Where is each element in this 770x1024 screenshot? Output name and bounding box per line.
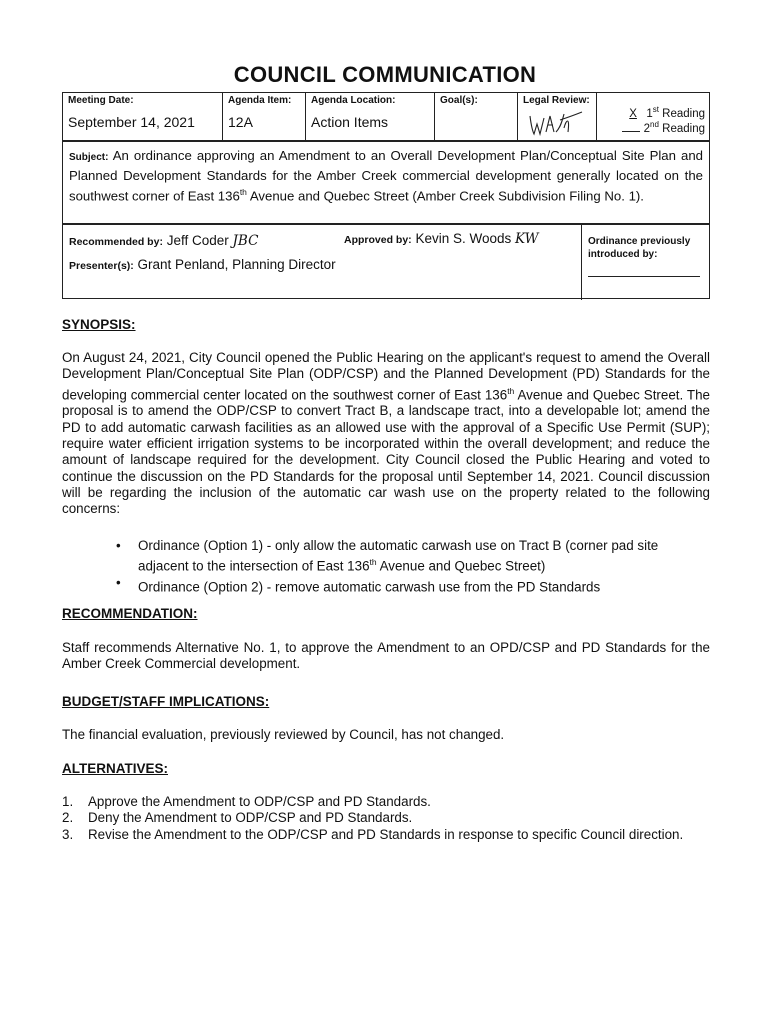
ordinance-previously-label: Ordinance previously introduced by: — [588, 236, 691, 260]
list-item — [62, 794, 710, 810]
recommendation-heading: RECOMMENDATION: — [62, 606, 198, 621]
second-reading-row — [622, 120, 705, 135]
list-item — [116, 575, 710, 596]
subject-body-a: An ordinance approving an Amendment to an Overall Development Plan/Conceptual Site Plan and Planned Development Standards for the Amber Creek commercial development generally located on the southwest corner of East 136 — [69, 148, 703, 204]
subject-label: Subject: — [69, 152, 109, 163]
meeting-date-label: Meeting Date: — [68, 95, 134, 106]
meeting-date-cell — [63, 93, 223, 142]
presenter-label: Presenter(s): — [69, 260, 134, 272]
bullet-sup: th — [369, 557, 377, 568]
goals-label: Goal(s): — [440, 95, 478, 106]
subject-sup: th — [239, 187, 247, 197]
synopsis-paragraph — [62, 350, 710, 517]
list-number: 3. — [62, 826, 74, 842]
list-number: 2. — [62, 810, 74, 826]
first-reading-label: 1st Reading — [646, 105, 705, 120]
bullet-text-a: Ordinance (Option 1) - only allow the automatic carwash use on Tract B (corner pad site adjacent to the intersection of East 136 — [138, 538, 659, 574]
meeting-info-table — [62, 92, 710, 141]
alternatives-list — [62, 794, 710, 843]
recommended-by-label: Recommended by: — [69, 236, 163, 248]
presenter — [69, 257, 336, 272]
list-text: Revise the Amendment to the ODP/CSP and PD Standards in response to specific Council direction. — [88, 826, 684, 842]
first-reading-row — [623, 105, 705, 120]
bullet-icon: • — [116, 575, 121, 591]
approved-by-label: Approved by: — [344, 234, 412, 246]
list-item — [62, 827, 710, 843]
synopsis-heading: SYNOPSIS: — [62, 317, 136, 332]
first-reading-mark: X — [629, 107, 637, 120]
list-number: 1. — [62, 794, 74, 809]
recommended-by — [69, 233, 258, 249]
presenter-name: Grant Penland, Planning Director — [137, 257, 336, 272]
list-item — [62, 810, 710, 826]
ordinance-previously-box — [581, 225, 711, 300]
budget-paragraph: The financial evaluation, previously reviewed by Council, has not changed. — [62, 727, 505, 742]
subject-body-b: Avenue and Quebec Street (Amber Creek Subdivision Filing No. 1). — [246, 188, 644, 204]
list-item — [116, 538, 710, 575]
agenda-item-label: Agenda Item: — [228, 95, 292, 106]
agenda-location-value: Action Items — [311, 114, 389, 130]
list-text: Deny the Amendment to ODP/CSP and PD Standards. — [88, 810, 413, 826]
synopsis-bullet-list — [116, 538, 710, 596]
alternatives-heading: ALTERNATIVES: — [62, 761, 168, 776]
subject-box — [62, 141, 710, 224]
recommendation-paragraph: Staff recommends Alternative No. 1, to approve the Amendment to an OPD/CSP and PD Standards for the Amber Creek Commercial development. — [62, 640, 710, 672]
goals-cell — [435, 93, 518, 142]
list-text: Approve the Amendment to ODP/CSP and PD Standards. — [88, 794, 431, 809]
budget-heading: BUDGET/STAFF IMPLICATIONS: — [62, 694, 270, 709]
bullet-text-a: Ordinance (Option 2) - remove automatic carwash use from the PD Standards — [138, 579, 601, 595]
synopsis-sup: th — [507, 385, 515, 396]
synopsis-text-a: On August 24, 2021, City Council opened the Public Hearing on the applicant's request to amend the Overall Development Plan/Conceptual Site Plan (ODP/CSP) and the Planned Development (PD) Standards for the developing commercial center located on the southwest corner of East 136 — [62, 350, 710, 403]
document-title: COUNCIL COMMUNICATION — [233, 62, 537, 87]
legal-review-cell — [518, 93, 597, 142]
agenda-location-cell — [306, 93, 435, 142]
synopsis-text-b: Avenue and Quebec Street. The proposal is to amend the ODP/CSP to convert Tract B, a landscape tract, into a developable lot; amend the PD to add automatic carwash facilities as an allowed use with the approval of a Specific Use Permit (SUP); require water efficient irrigation systems to be incorporated within the overall development; and reduce the amount of landscape required for the development. City Council closed the Public Hearing and voted to continue the discussion on the PD Standards for the proposal until September 14, 2021. Council discussion will be regarding the inclusion of the automatic car wash use on the property related to the following concerns: — [62, 387, 710, 517]
approved-by — [344, 231, 539, 247]
approved-by-initials: KW — [515, 231, 539, 247]
agenda-item-cell — [223, 93, 306, 142]
recommended-by-name: Jeff Coder — [166, 233, 229, 248]
recommendation-info-box — [62, 224, 710, 299]
legal-review-label: Legal Review: — [523, 95, 590, 106]
second-reading-mark — [622, 121, 640, 132]
bullet-icon: • — [116, 538, 121, 553]
second-reading-label: 2nd Reading — [643, 120, 705, 135]
subject-text — [69, 147, 703, 205]
reading-cell — [597, 93, 711, 142]
meeting-date-value: September 14, 2021 — [68, 114, 195, 130]
recommended-by-initials: JBC — [232, 233, 259, 249]
ordinance-previously-line — [588, 276, 700, 277]
agenda-item-value: 12A — [228, 114, 253, 130]
legal-review-signature — [526, 108, 588, 138]
bullet-text-b: Avenue and Quebec Street) — [376, 558, 546, 574]
agenda-location-label: Agenda Location: — [311, 95, 396, 106]
approved-by-name: Kevin S. Woods — [415, 231, 512, 246]
